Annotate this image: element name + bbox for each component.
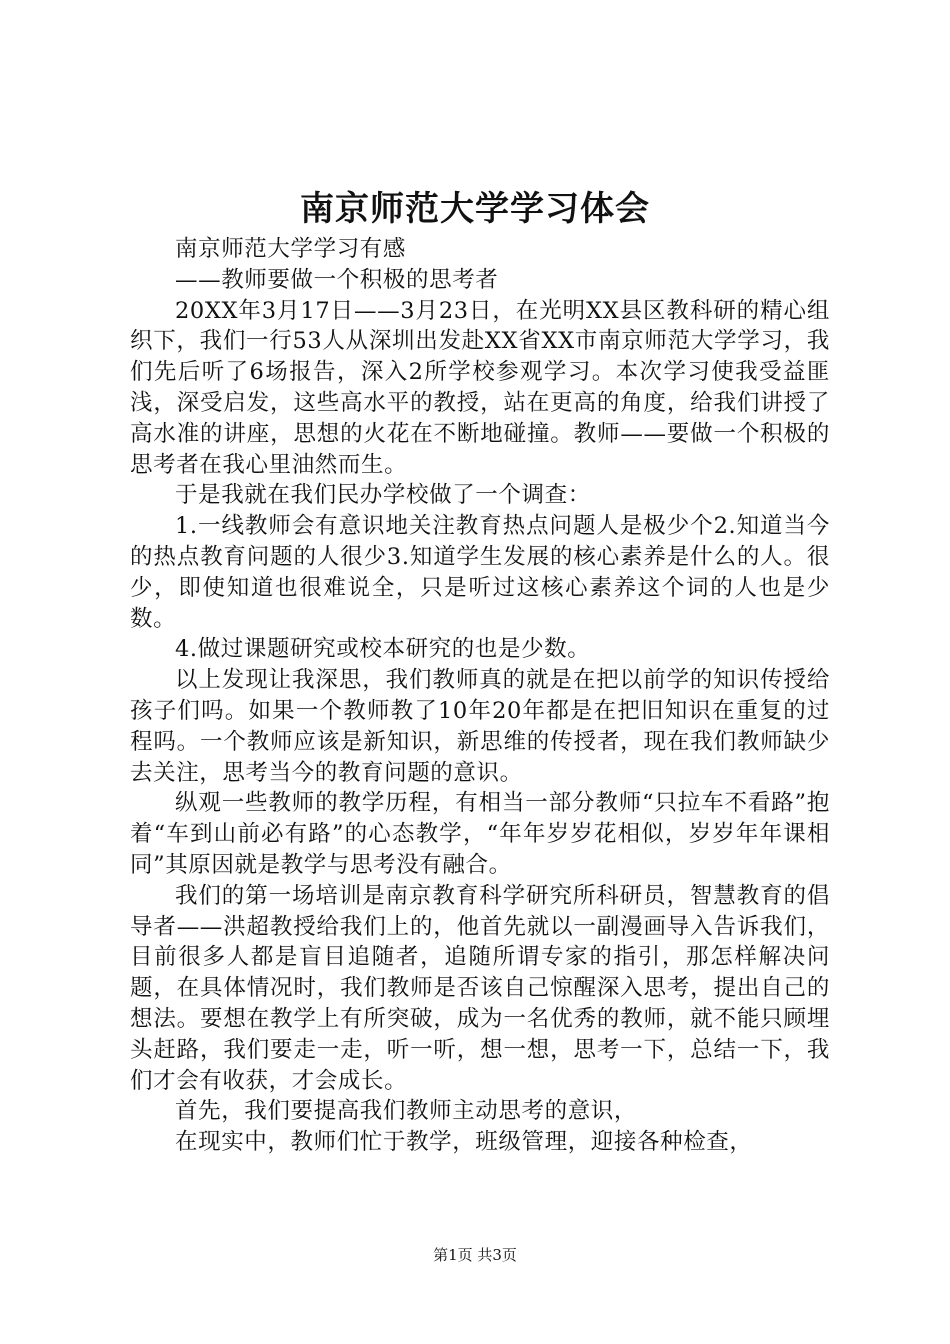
paragraph: 首先，我们要提高我们教师主动思考的意识， [175,1098,638,1125]
paragraph: 于是我就在我们民办学校做了一个调查： [175,482,591,509]
paragraph: 以上发现让我深思，我们教师真的就是在把以前学的知识传授给孩子们吗。如果一个教师教了10年20年都是在把旧知识在重复的过程吗。一个教师应该是新知识，新思维的传授者，现在我们教师缺少去关注，思考当今的教育问题的意识。 [130,667,830,786]
document-title: 南京师范大学学习体会 [300,189,650,229]
subtitle-tagline: ——教师要做一个积极的思考者 [175,266,499,293]
paragraph: 4.做过课题研究或校本研究的也是少数。 [175,636,591,663]
paragraph: 我们的第一场培训是南京教育科学研究所科研员，智慧教育的倡导者——洪超教授给我们上的，他首先就以一副漫画导入告诉我们，目前很多人都是盲目追随者，追随所谓专家的指引，那怎样解决问题，在具体情况时，我们教师是否该自己惊醒深入思考，提出自己的想法。要想在教学上有所突破，成为一名优秀的教师，就不能只顾埋头赶路，我们要走一走，听一听，想一想，思考一下，总结一下，我们才会有收获，才会成长。 [130,882,830,1094]
paragraph: 纵观一些教师的教学历程，有相当一部分教师“只拉车不看路”抱着“车到山前必有路”的心态教学，“年年岁岁花相似，岁岁年年课相同”其原因就是教学与思考没有融合。 [130,790,830,878]
document-body [130,234,830,1158]
paragraph: 1.一线教师会有意识地关注教育热点问题人是极少个2.知道当今的热点教育问题的人很少3.知道学生发展的核心素养是什么的人。很少，即使知道也很难说全，只是听过这核心素养这个词的人也是少数。 [130,513,830,632]
page-number-footer: 第1页 共3页 [433,1246,517,1264]
paragraph: 20XX年3月17日——3月23日，在光明XX县区教科研的精心组织下，我们一行53人从深圳出发赴XX省XX市南京师范大学学习，我们先后听了6场报告，深入2所学校参观学习。本次学习使我受益匪浅，深受启发，这些高水平的教授，站在更高的角度，给我们讲授了高水准的讲座，思想的火花在不断地碰撞。教师——要做一个积极的思考者在我心里油然而生。 [130,297,830,478]
paragraph: 在现实中，教师们忙于教学，班级管理，迎接各种检查， [175,1129,753,1156]
subtitle-line: 南京师范大学学习有感 [175,236,407,262]
